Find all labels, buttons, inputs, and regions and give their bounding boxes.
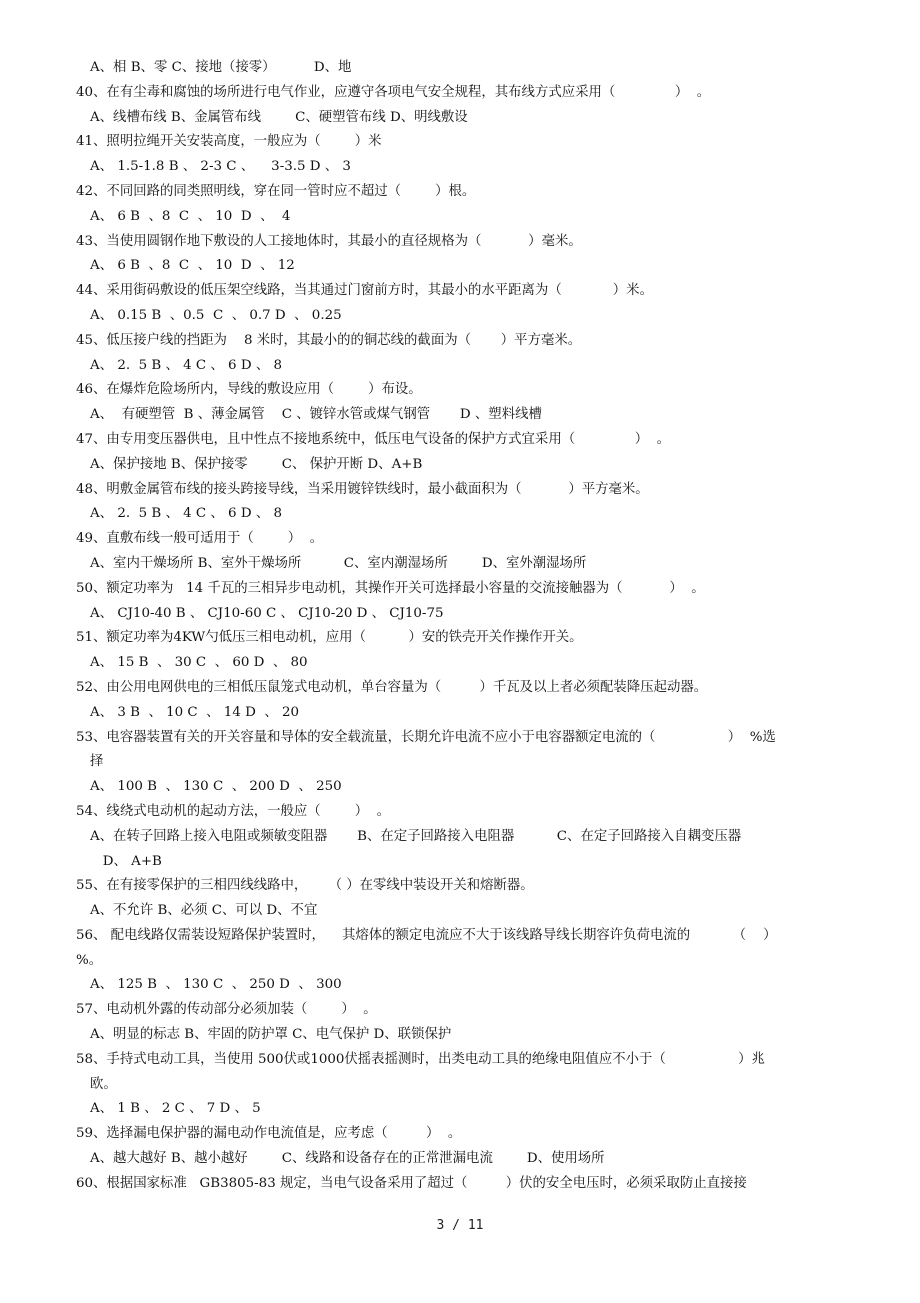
options-line: A、 100 B 、 130 C 、 200 D 、 250 — [90, 779, 342, 795]
options-line: A、相 B、零 C、接地（接零） D、地 — [90, 60, 352, 75]
question-line: 41、照明拉绳开关安装高度，一般应为（ ）米 — [76, 134, 382, 150]
question-line: 49、直敷布线一般可适用于（ ） 。 — [76, 531, 324, 547]
question-line: 57、电动机外露的传动部分必须加装（ ） 。 — [76, 1002, 377, 1018]
options-line: A、保护接地 B、保护接零 C、 保护开断 D、A+B — [90, 456, 423, 472]
options-line: A、线槽布线 B、金属管布线 C、硬塑管布线 D、明线敷设 — [90, 109, 468, 125]
question-line: 51、额定功率为4KW勺低压三相电动机，应用（ ）安的铁壳开关作操作开关。 — [76, 630, 583, 646]
question-line: 56、 配电线路仅需装设短路保护装置时， 其熔体的额定电流应不大于该线路导线长期容许负荷电流的 （ ） — [76, 927, 777, 943]
continuation-line: 择 — [90, 754, 104, 770]
options-line: A、明显的标志 B、牢固的防护罩 C、电气保护 D、联锁保护 — [90, 1027, 452, 1043]
page-number: 3 / 11 — [436, 1218, 484, 1233]
options-line: A、 1.5-1.8 B 、 2-3 C 、 3-3.5 D 、 3 — [90, 159, 351, 175]
question-line: 53、电容器装置有关的开关容量和导体的安全载流量，长期允许电流不应小于电容器额定电流的（ ） %选 — [76, 729, 776, 745]
options-line: A、 有硬塑管 B 、薄金属管 C 、镀锌水管或煤气钢管 D 、塑料线槽 — [90, 407, 542, 423]
options-line: A、 6 B 、8 C 、 10 D 、 12 — [90, 258, 295, 274]
options-line: A、不允许 B、必须 C、可以 D、不宜 — [90, 903, 318, 919]
options-line: A、 15 B 、 30 C 、 60 D 、 80 — [90, 655, 308, 671]
question-line: 42、不同回路的同类照明线，穿在同一管时应不超过（ ）根。 — [76, 183, 476, 199]
question-line: 54、线绕式电动机的起动方法，一般应（ ） 。 — [76, 803, 391, 819]
question-line: 40、在有尘毒和腐蚀的场所进行电气作业，应遵守各项电气安全规程，其布线方式应采用（ ） 。 — [76, 84, 711, 100]
continuation-line: D、 A+B — [90, 853, 162, 869]
options-line: A、 CJ10-40 B 、 CJ10-60 C 、 CJ10-20 D 、 CJ10-75 — [90, 605, 444, 621]
question-line: 43、当使用圆钢作地下敷设的人工接地体时，其最小的直径规格为（ ）毫米。 — [76, 233, 582, 249]
question-line: 52、由公用电网供电的三相低压鼠笼式电动机，单台容量为（ ）千瓦及以上者必须配装降压起动器。 — [76, 679, 708, 695]
question-line: 59、选择漏电保护器的漏电动作电流值是，应考虑（ ） 。 — [76, 1126, 462, 1142]
question-line: 50、额定功率为 14 千瓦的三相异步电动机，其操作开关可选择最小容量的交流接触器为（ ） 。 — [76, 580, 705, 596]
question-line: %。 — [76, 952, 103, 968]
question-list — [76, 56, 846, 1197]
question-line: 45、低压接户线的挡距为 8 米时，其最小的的铜芯线的截面为（ ）平方毫米。 — [76, 332, 582, 348]
options-line: A、 125 B 、 130 C 、 250 D 、 300 — [90, 977, 342, 993]
question-line: 47、由专用变压器供电，且中性点不接地系统中，低压电气设备的保护方式宜采用（ ） 。 — [76, 431, 670, 447]
options-line: A、 3 B 、 10 C 、 14 D 、 20 — [90, 704, 300, 720]
options-line: A、 0.15 B 、0.5 C 、 0.7 D 、 0.25 — [90, 307, 342, 323]
options-line: A、 2. 5 B 、 4 C 、 6 D 、 8 — [90, 357, 282, 373]
continuation-line: 欧。 — [90, 1076, 117, 1092]
options-line: A、越大越好 B、越小越好 C、线路和设备存在的正常泄漏电流 D、使用场所 — [90, 1151, 605, 1167]
question-line: 46、在爆炸危险场所内，导线的敷设应用（ ）布设。 — [76, 382, 422, 398]
question-line: 55、在有接零保护的三相四线线路中， （ ）在零线中装设开关和熔断器。 — [76, 878, 534, 894]
question-line: 44、采用街码敷设的低压架空线路，当其通过门窗前方时，其最小的水平距离为（ ）米。 — [76, 283, 653, 299]
question-line: 60、根据国家标准 GB3805-83 规定，当电气设备采用了超过（ ）伏的安全电压时，必须采取防止直接接 — [76, 1175, 747, 1191]
options-line: A、 6 B 、8 C 、 10 D 、 4 — [90, 208, 291, 224]
options-line: A、 1 B 、 2 C 、 7 D 、 5 — [90, 1101, 261, 1117]
question-line: 58、手持式电动工具，当使用 500伏或1000伏摇表摇测时，出类电动工具的绝缘电阻值应不小于（ ）兆 — [76, 1051, 765, 1067]
options-line: A、室内干燥场所 B、室外干燥场所 C、室内潮湿场所 D、室外潮湿场所 — [90, 555, 587, 571]
question-line: 48、明敷金属管布线的接头跨接导线，当采用镀锌铁线时，最小截面积为（ ）平方毫米。 — [76, 481, 649, 497]
options-line: A、在转子回路上接入电阻或频敏变阻器 B、在定子回路接入电阻器 C、在定子回路接入自耦变压器 — [90, 828, 742, 844]
options-line: A、 2. 5 B 、 4 C 、 6 D 、 8 — [90, 506, 282, 522]
